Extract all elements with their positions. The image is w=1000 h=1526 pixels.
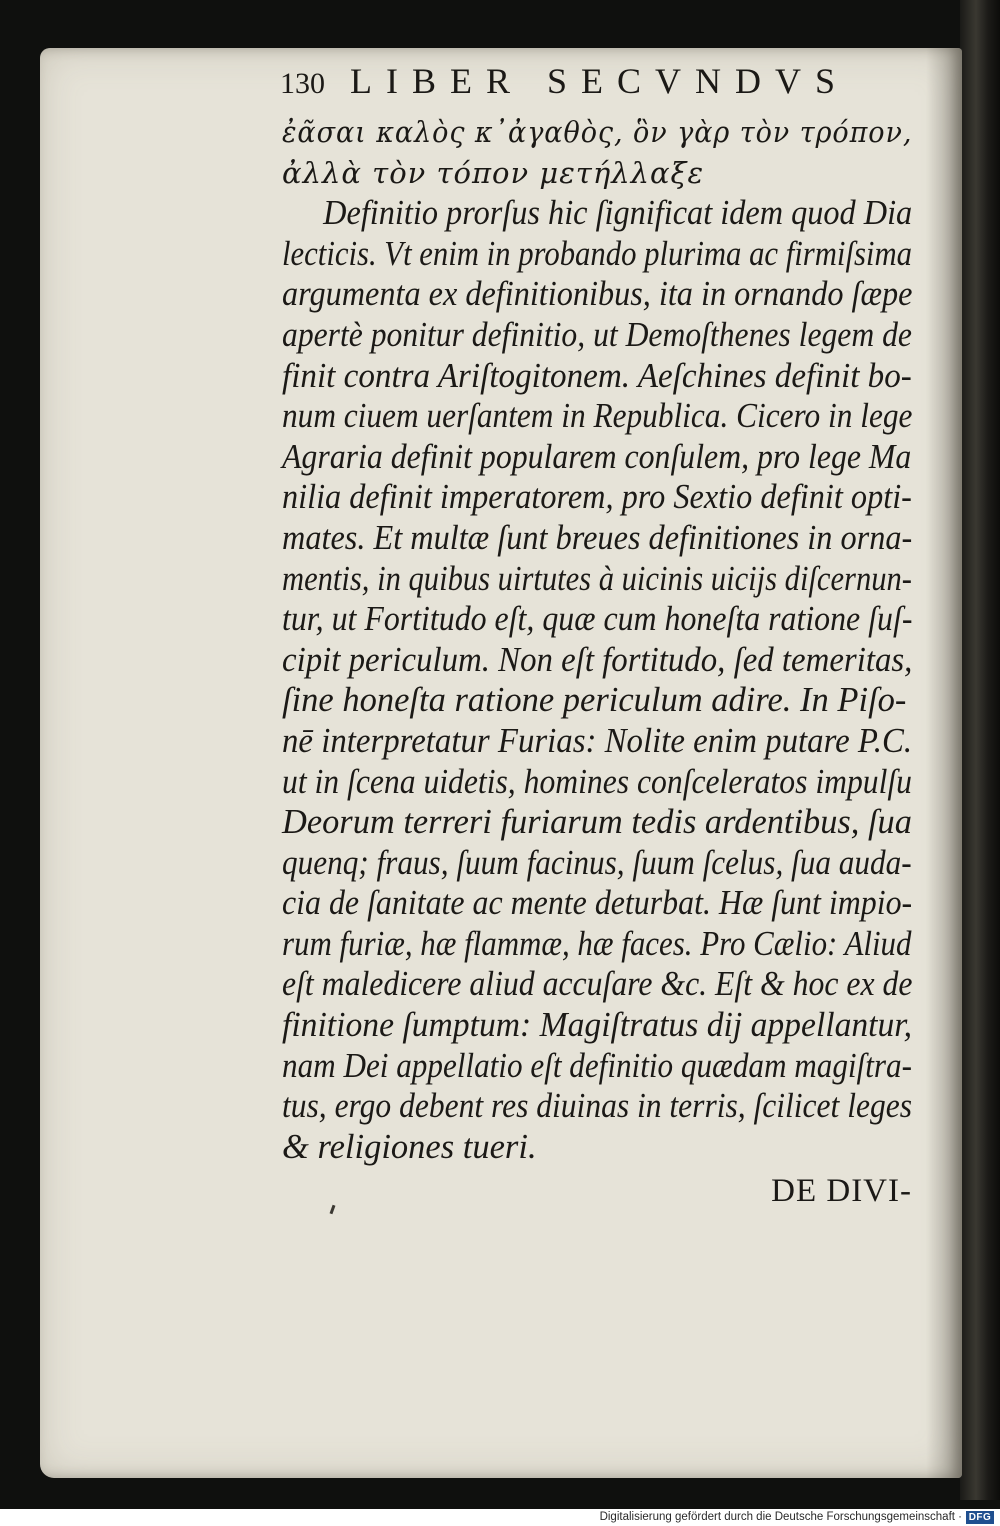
text-line: tus, ergo debent res diuinas in terris, ſcilicet leges [282, 1087, 912, 1126]
text-line: ut in ſcena uidetis, homines conſceleratos impulſu [282, 762, 913, 801]
funding-credit: Digitalisierung gefördert durch die Deutsche Forschungsgemeinschaft · [599, 1511, 962, 1523]
text-line: nam Dei appellatio eſt definitio quædam magiſtra- [282, 1046, 912, 1085]
text-line: finit contra Ariſtogitonem. Aeſchines definit bo- [282, 356, 912, 395]
text-line: Agraria definit popularem conſulem, pro lege Ma [282, 437, 912, 476]
text-line: & religiones tueri. [282, 1127, 537, 1166]
running-head [280, 60, 912, 112]
text-line: rum furiæ, hæ flammæ, hæ faces. Pro Cælio: Aliud [282, 924, 912, 963]
dfg-logo[interactable]: DFG [966, 1511, 994, 1524]
text-line: Deorum terreri furiarum tedis ardentibus, ſua [282, 803, 912, 842]
text-line: eſt maledicere aliud accuſare &c. Eſt & hoc ex de [282, 965, 913, 1004]
page-number: 130 [280, 67, 325, 100]
text-line: cia de ſanitate ac mente deturbat. Hæ ſunt impio- [282, 884, 913, 923]
text-block [282, 60, 912, 1217]
text-line: nilia definit imperatorem, pro Sextio definit opti- [282, 478, 912, 517]
text-line: lecticis. Vt enim in probando plurima ac firmiſsima [282, 234, 912, 273]
text-line: quenq; fraus, ſuum facinus, ſuum ſcelus, ſua auda- [282, 843, 912, 882]
text-line: finitione ſumptum: Magiſtratus dij appellantur, [282, 1006, 913, 1045]
text-line: Definitio prorſus hic ſignificat idem quod Dia [323, 194, 913, 233]
catchword: DE DIVI- [771, 1173, 912, 1210]
text-line: apertè ponitur definitio, ut Demoſthenes legem de [282, 315, 912, 354]
text-line: argumenta ex definitionibus, ita in ornando ſæpe [282, 275, 913, 314]
running-head-title: LIBER SECVNDVS [350, 61, 850, 101]
text-line: ſine honeſta ratione periculum adire. In Piſo- [282, 681, 907, 720]
text-line: ἀλλὰ τὸν τόπον μετήλλαξε [282, 155, 705, 190]
page-edge [960, 0, 1000, 1500]
text-line: cipit periculum. Non eſt fortitudo, ſed temeritas, [282, 640, 913, 679]
text-line: tur, ut Fortitudo eſt, quæ cum honeſta ratione ſuſ- [282, 600, 913, 639]
text-line: nē interpretatur Furias: Nolite enim putare P.C. [282, 721, 913, 760]
text-line: ἐᾶσαι καλὸς κ᾽ἀγαθὸς, ὃν γὰρ τὸν τρόπον, [282, 115, 913, 149]
text-line: mentis, in quibus uirtutes à uicinis uicijs diſcernun- [282, 559, 912, 598]
binding-shadow [926, 48, 962, 1478]
catchword-row [282, 1173, 912, 1217]
text-line: num ciuem uerſantem in Republica. Cicero in lege [282, 397, 913, 436]
text-line: mates. Et multæ ſunt breues definitiones in orna- [282, 518, 913, 557]
digitization-footer [0, 1509, 1000, 1526]
